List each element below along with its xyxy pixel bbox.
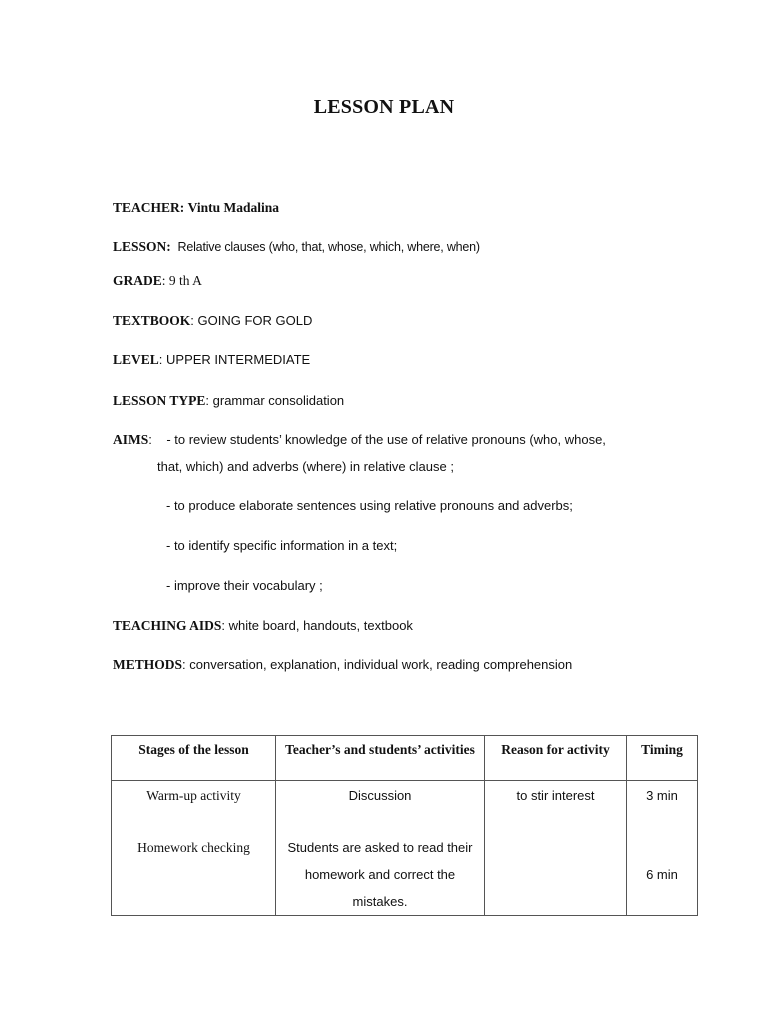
aims-item: : - to review students’ knowledge of the use of relative pronouns (who, whose, xyxy=(148,432,606,447)
aims-item: - to identify specific information in a text; xyxy=(166,538,398,553)
grade-value: : 9 th A xyxy=(161,273,202,288)
textbook-label: TEXTBOOK xyxy=(113,313,191,328)
reasons-cell xyxy=(485,781,627,916)
aims-item: that, which) and adverbs (where) in relative clause ; xyxy=(157,459,454,474)
teacher-label: TEACHER: xyxy=(113,200,185,215)
level-field xyxy=(113,352,310,368)
reason-item: to stir interest xyxy=(516,788,595,803)
textbook-value: : GOING FOR GOLD xyxy=(190,313,313,328)
methods-value: : conversation, explanation, individual work, reading comprehension xyxy=(182,657,573,672)
page-title: LESSON PLAN xyxy=(313,96,455,118)
lesson-type-value: : grammar consolidation xyxy=(205,393,345,408)
grade-field xyxy=(113,273,202,289)
methods-field xyxy=(113,657,572,673)
stages-cell xyxy=(112,781,276,916)
teacher-field xyxy=(113,200,279,216)
aims-item: - to produce elaborate sentences using relative pronouns and adverbs; xyxy=(166,498,573,513)
timing-cell xyxy=(627,781,698,916)
lesson-type-label: LESSON TYPE xyxy=(113,393,206,408)
lesson-field xyxy=(113,239,480,255)
grade-label: GRADE xyxy=(113,273,162,288)
header-timing: Timing xyxy=(627,736,698,781)
timing-item: 6 min xyxy=(646,867,678,882)
teaching-aids-value: : white board, handouts, textbook xyxy=(221,618,413,633)
level-label: LEVEL xyxy=(113,352,159,367)
activity-item: Students are asked to read their homework and correct the mistakes. xyxy=(287,840,473,909)
activity-item: Discussion xyxy=(348,788,412,803)
aims-label: AIMS xyxy=(113,432,149,447)
table-header-row xyxy=(112,736,698,781)
header-stages: Stages of the lesson xyxy=(112,736,276,781)
aims-field xyxy=(113,432,606,448)
textbook-field xyxy=(113,313,312,329)
timing-item: 3 min xyxy=(646,788,678,803)
header-reason: Reason for activity xyxy=(485,736,627,781)
lesson-type-field xyxy=(113,393,344,409)
lesson-value: Relative clauses (who, that, whose, which, where, when) xyxy=(177,240,480,254)
teacher-value: Vintu Madalina xyxy=(187,200,280,215)
teaching-aids-field xyxy=(113,618,413,634)
aims-item: - improve their vocabulary ; xyxy=(166,578,323,593)
activities-cell xyxy=(276,781,485,916)
methods-label: METHODS xyxy=(113,657,183,672)
lesson-label: LESSON: xyxy=(113,239,171,254)
table-row xyxy=(112,781,698,916)
header-activities: Teacher’s and students’ activities xyxy=(276,736,485,781)
stage-item: Warm-up activity xyxy=(146,788,241,803)
stage-item: Homework checking xyxy=(137,840,250,855)
level-value: : UPPER INTERMEDIATE xyxy=(158,352,311,367)
lesson-stages-table xyxy=(111,735,698,916)
teaching-aids-label: TEACHING AIDS xyxy=(113,618,222,633)
